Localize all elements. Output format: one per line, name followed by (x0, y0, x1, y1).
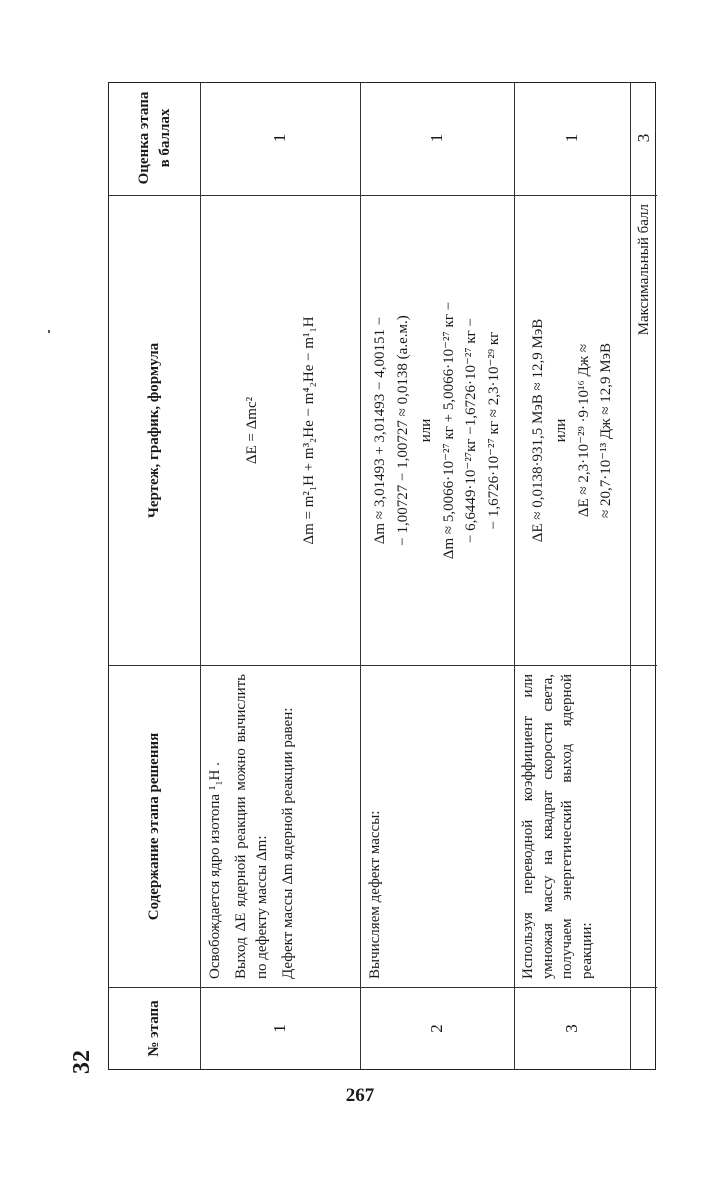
max-score-row (631, 83, 657, 1069)
table-row (515, 83, 631, 1069)
step-formula (361, 195, 514, 665)
step-content (361, 665, 514, 987)
content-line: Дефект массы Δm ядерной реакции равен: (279, 707, 296, 979)
header-score: Оценка этапа в баллах (136, 91, 173, 185)
step-score: 1 (562, 133, 582, 143)
step-formula (201, 195, 360, 665)
formula-line: − 6,6449·10⁻²⁷кг −1,6726·10⁻²⁷ кг − (463, 317, 480, 544)
empty-cell (631, 987, 657, 1069)
empty-cell (631, 665, 657, 987)
header-step-no: № этапа (109, 987, 200, 1069)
page-number-top: 32 (69, 1050, 95, 1074)
solution-table-wrapper (108, 82, 656, 1070)
max-score-label: Максимальный балл (635, 204, 652, 336)
max-score-value: 3 (633, 133, 653, 143)
formula-line: ΔE ≈ 0,0138·931,5 МэВ ≈ 12,9 МэВ (530, 318, 546, 543)
max-label-cell (631, 195, 657, 665)
formula-line: Δm = m²₁H + m³₂He − m⁴₂He − m¹₁H (300, 316, 317, 545)
step-number: 1 (201, 987, 360, 1069)
content-line: Выход ΔE ядерной реакции можно вычислить по дефекту массы Δm: (233, 674, 270, 979)
formula-line: Δm ≈ 3,01493 + 3,01493 − 4,00151 − (372, 316, 389, 545)
formula-line: Δm ≈ 5,0066·10⁻²⁷ кг + 5,0066·10⁻²⁷ кг − (440, 301, 457, 560)
formula-line: или (417, 418, 434, 443)
table-row (201, 83, 361, 1069)
step-content (515, 665, 630, 987)
page-number-bottom: 267 (345, 1085, 375, 1106)
formula-line: ≈ 20,7·10⁻¹³ Дж ≈ 12,9 МэВ (598, 343, 615, 518)
step-score: 1 (427, 133, 447, 143)
formula-line: − 1,6726·10⁻²⁷ кг ≈ 2,3·10⁻²⁹ кг (486, 331, 502, 530)
content-line: Вычисляем дефект массы: (367, 810, 383, 979)
formula-line: − 1,00727 − 1,00727 ≈ 0,0138 (а.е.м.) (395, 315, 411, 546)
header-content: Содержание этапа решения (109, 665, 200, 987)
content-line: Освобождается ядро изотопа ¹₁H . (207, 762, 223, 979)
step-score: 1 (270, 133, 290, 143)
table-header-row (109, 83, 201, 1069)
step-number: 3 (515, 987, 630, 1069)
solution-table (108, 82, 656, 1070)
step-formula (515, 195, 630, 665)
content-line: Используя переводной коэффициент или умножая массу на квадрат скорости света, получаем энергетический выход ядерной реакции: (520, 674, 595, 979)
step-content (201, 665, 360, 987)
table-row (361, 83, 515, 1069)
formula-line: ΔE ≈ 2,3·10⁻²⁹ ·9·10¹⁶ Дж ≈ (575, 343, 592, 518)
formula-line: ΔE = Δmc² (244, 396, 261, 465)
step-number: 2 (361, 987, 514, 1069)
formula-line: или (552, 418, 569, 443)
header-formula: Чертеж, график, формула (109, 195, 200, 665)
stray-mark (48, 330, 50, 333)
